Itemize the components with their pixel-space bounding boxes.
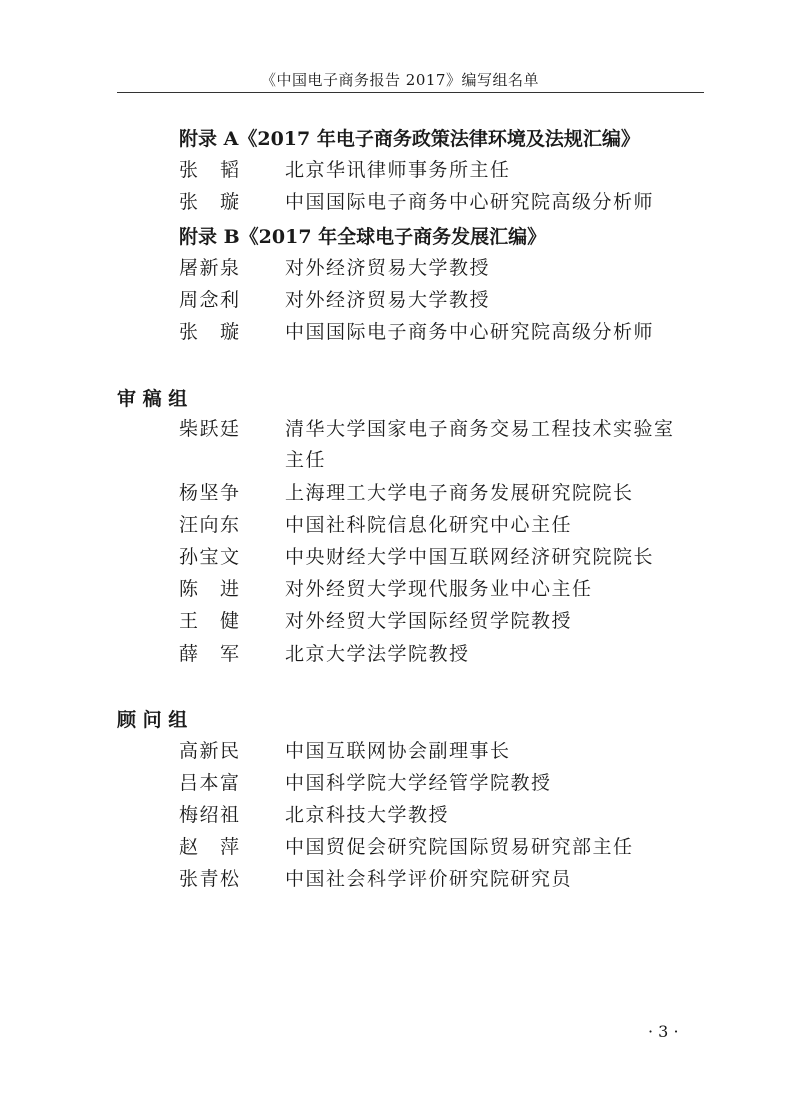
header-divider [117, 92, 704, 93]
member-role: 上海理工大学电子商务发展研究院院长 [285, 482, 634, 504]
member-name: 陈 进 [179, 578, 241, 600]
member-name: 张青松 [179, 868, 241, 890]
member-name: 高新民 [179, 740, 241, 762]
header-title: 《中国电子商务报告 2017》编写组名单 [261, 71, 539, 89]
review-group-title: 审 稿 组 [117, 388, 188, 410]
member-name: 汪向东 [179, 514, 241, 536]
member-name: 屠新泉 [179, 257, 241, 279]
member-role: 对外经济贸易大学教授 [285, 257, 491, 279]
member-name: 张 璇 [179, 321, 241, 343]
member-name: 张 韬 [179, 159, 241, 181]
member-role: 清华大学国家电子商务交易工程技术实验室主任 [285, 418, 675, 471]
member-role: 北京华讯律师事务所主任 [285, 159, 511, 181]
member-role: 中国国际电子商务中心研究院高级分析师 [285, 191, 655, 213]
member-name: 孙宝文 [179, 546, 241, 568]
member-name: 吕本富 [179, 772, 241, 794]
member-role: 中国互联网协会副理事长 [285, 740, 511, 762]
member-role: 对外经济贸易大学教授 [285, 289, 491, 311]
member-role: 中国贸促会研究院国际贸易研究部主任 [285, 836, 634, 858]
member-role: 中国社科院信息化研究中心主任 [285, 514, 573, 536]
appendix-a-title: 附录 A《2017 年电子商务政策法律环境及法规汇编》 [179, 128, 640, 150]
member-role: 中央财经大学中国互联网经济研究院院长 [285, 546, 655, 568]
member-name: 柴跃廷 [179, 418, 241, 440]
member-name: 张 璇 [179, 191, 241, 213]
member-name: 周念利 [179, 289, 241, 311]
page-number: · 3 · [648, 1022, 679, 1041]
member-name: 王 健 [179, 610, 241, 632]
member-role: 对外经贸大学国际经贸学院教授 [285, 610, 573, 632]
member-role: 中国社会科学评价研究院研究员 [285, 868, 573, 890]
appendix-b-title: 附录 B《2017 年全球电子商务发展汇编》 [179, 226, 547, 248]
member-name: 赵 萍 [179, 836, 241, 858]
advisory-group-title: 顾 问 组 [117, 709, 188, 731]
member-role: 中国科学院大学经管学院教授 [285, 772, 552, 794]
member-role: 中国国际电子商务中心研究院高级分析师 [285, 321, 655, 343]
member-role: 北京大学法学院教授 [285, 643, 470, 665]
member-role: 对外经贸大学现代服务业中心主任 [285, 578, 593, 600]
member-role: 北京科技大学教授 [285, 804, 450, 826]
member-name: 薛 军 [179, 643, 241, 665]
member-name: 杨坚争 [179, 482, 241, 504]
member-name: 梅绍祖 [179, 804, 241, 826]
